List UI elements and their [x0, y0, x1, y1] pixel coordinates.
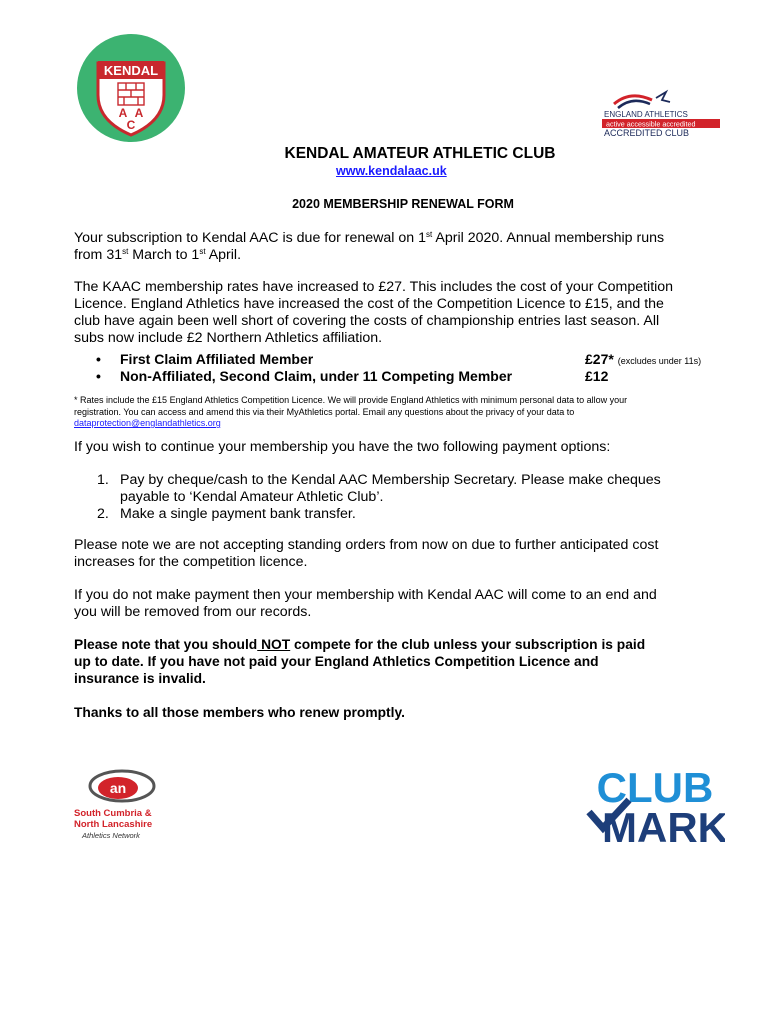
rates-line-1: The KAAC membership rates have increased to £27. This includes the cost of your Competition	[74, 279, 674, 295]
intro-line-2: from 31st March to 1st April.	[74, 247, 242, 263]
rates-paragraph	[74, 279, 734, 347]
membership-row-non-affiliated	[0, 368, 770, 386]
kendal-logo-text: KENDAL	[103, 63, 159, 78]
intro-paragraph	[74, 230, 734, 264]
payment-intro: If you wish to continue your membership you have the two following payment options:	[74, 439, 611, 455]
footnote	[74, 395, 754, 430]
kendal-logo-letter-a1: A	[118, 106, 128, 120]
rates-line-2: Licence. England Athletics have increased the cost of the Competition Licence to £15, and the	[74, 296, 664, 312]
membership-price: £12	[585, 368, 609, 384]
standing-orders-line-2: increases for the competition licence.	[74, 554, 308, 570]
network-line-1: South Cumbria &	[74, 808, 152, 819]
payment-option-2	[0, 506, 770, 523]
option-number: 1.	[97, 472, 109, 488]
membership-row-first-claim	[0, 351, 770, 369]
thanks-note: Thanks to all those members who renew promptly.	[74, 705, 405, 720]
bullet: •	[96, 368, 101, 384]
warning-line-2: up to date. If you have not paid your England Athletics Competition Licence and	[74, 654, 599, 669]
price-note: (excludes under 11s)	[617, 356, 702, 366]
membership-price: £27* (excludes under 11s)	[585, 351, 702, 367]
clubmark-logo	[585, 766, 725, 848]
network-mark: an	[109, 780, 127, 796]
option-text-line-1: Pay by cheque/cash to the Kendal AAC Membership Secretary. Please make cheques	[120, 472, 661, 488]
option-text-line-2: payable to ‘Kendal Amateur Athletic Club’.	[120, 489, 384, 505]
club-name-heading: KENDAL AMATEUR ATHLETIC CLUB	[284, 145, 556, 162]
membership-label: First Claim Affiliated Member	[120, 351, 314, 367]
data-protection-email-link[interactable]: dataprotection@englandathletics.org	[74, 418, 221, 428]
form-title: 2020 MEMBERSHIP RENEWAL FORM	[292, 197, 514, 211]
payment-options-list	[0, 472, 770, 523]
clubmark-mark: MARK	[602, 804, 725, 848]
competition-warning	[74, 636, 734, 687]
network-line-3: Athletics Network	[82, 831, 140, 840]
website-link[interactable]: www.kendalaac.uk	[336, 164, 447, 178]
england-athletics-tagline: active accessible accredited	[606, 119, 696, 129]
clubmark-club: CLUB	[596, 766, 714, 811]
standing-orders-note	[74, 537, 734, 571]
payment-option-1	[0, 472, 770, 506]
rates-line-4: subs now include £2 Northern Athletics affiliation.	[74, 330, 383, 346]
not-emphasis: NOT	[257, 637, 291, 652]
rates-line-3: club have again been well short of covering the costs of championship entries last season. All	[74, 313, 660, 329]
no-payment-line-2: you will be removed from our records.	[74, 604, 312, 620]
accredited-club-text: ACCREDITED CLUB	[604, 128, 690, 138]
athletics-network-logo	[72, 766, 172, 844]
warning-line-1: Please note that you should NOT compete for the club unless your subscription is paid	[74, 637, 646, 652]
kendal-logo-letter-a2: A	[134, 106, 144, 120]
kendal-aac-logo	[76, 33, 186, 143]
network-line-2: North Lancashire	[74, 819, 153, 830]
footnote-line-1: * Rates include the £15 England Athletics Competition Licence. We will provide England Athletics with minimum personal data to allow your	[74, 395, 628, 405]
no-payment-note	[74, 587, 734, 621]
standing-orders-line-1: Please note we are not accepting standing orders from now on due to further anticipated cost	[74, 537, 659, 553]
england-athletics-logo	[600, 88, 722, 138]
option-text-line-1: Make a single payment bank transfer.	[120, 506, 356, 522]
kendal-logo-letter-c: C	[126, 118, 136, 132]
warning-line-3: insurance is invalid.	[74, 671, 206, 686]
footnote-line-2: registration. You can access and amend this via their MyAthletics portal. Email any questions about the privacy of your data to	[74, 406, 575, 417]
option-number: 2.	[97, 506, 109, 522]
bullet: •	[96, 351, 101, 367]
intro-line-1: Your subscription to Kendal AAC is due for renewal on 1st April 2020. Annual membership runs	[74, 230, 665, 246]
membership-label: Non-Affiliated, Second Claim, under 11 Competing Member	[120, 368, 513, 384]
england-athletics-brand: ENGLAND ATHLETICS	[604, 110, 688, 119]
no-payment-line-1: If you do not make payment then your membership with Kendal AAC will come to an end and	[74, 587, 657, 603]
